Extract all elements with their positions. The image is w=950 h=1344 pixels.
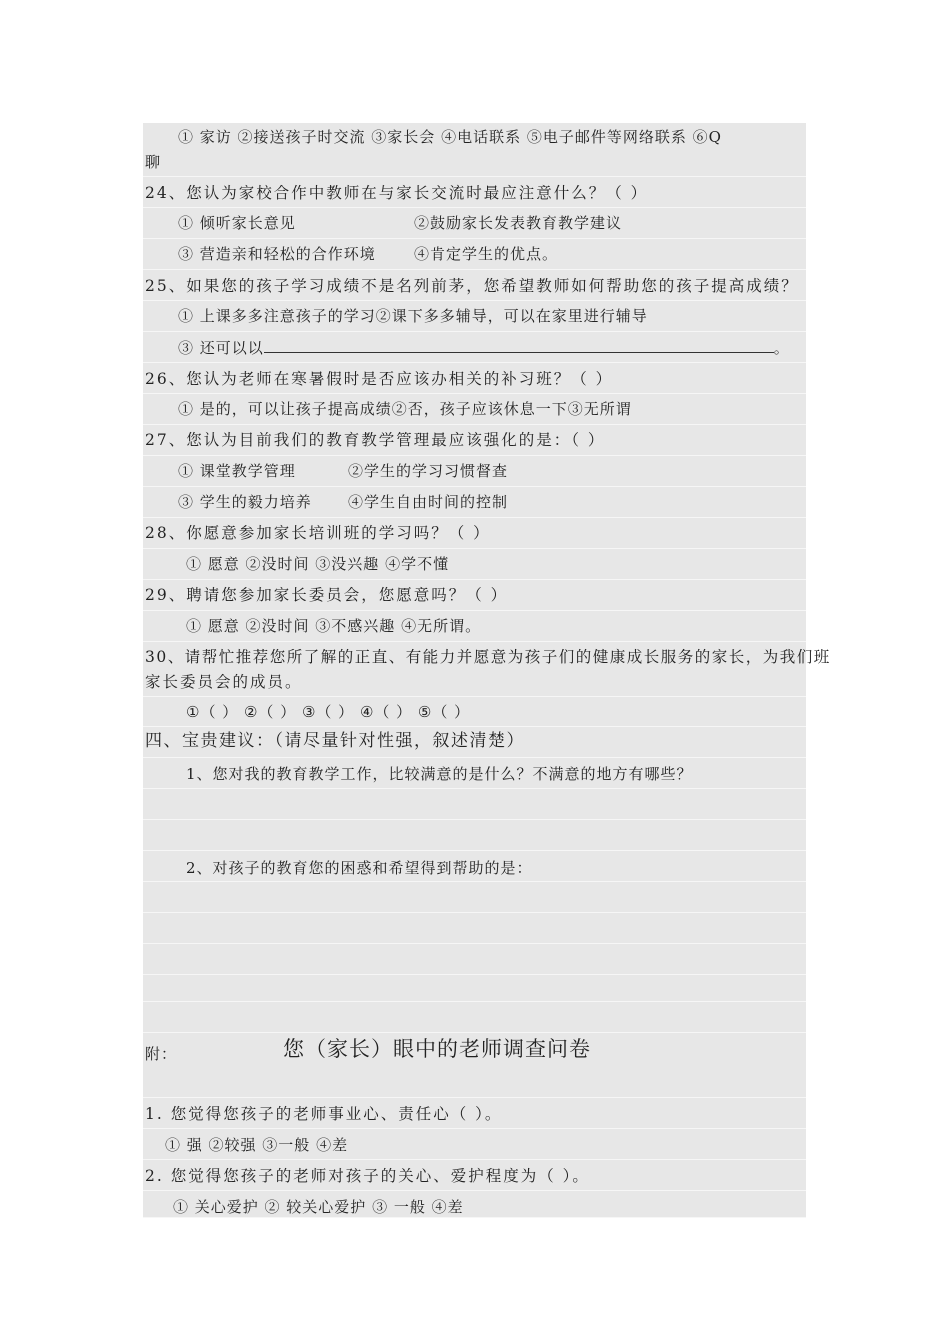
question-30: 30、请帮忙推荐您所了解的正直、有能力并愿意为孩子们的健康成长服务的家长，为我们班	[145, 648, 831, 666]
q24-option-1: ① 倾听家长意见	[178, 214, 296, 232]
q25-option-3-label: ③ 还可以以	[178, 339, 264, 357]
q27-option-4: ④学生自由时间的控制	[348, 493, 509, 511]
appendix-title: 您（家长）眼中的老师调查问卷	[283, 1037, 591, 1061]
question-30-wrap: 家长委员会的成员。	[145, 673, 303, 691]
question-25: 25、如果您的孩子学习成绩不是名列前茅，您希望教师如何帮助您的孩子提高成绩？	[145, 277, 799, 295]
q26-options: ① 是的，可以让孩子提高成绩②否，孩子应该休息一下③无所谓	[178, 400, 632, 418]
q23-options: ① 家访 ②接送孩子时交流 ③家长会 ④电话联系 ⑤电子邮件等网络联系 ⑥Q	[178, 128, 722, 146]
question-29: 29、聘请您参加家长委员会，您愿意吗？（ ）	[145, 586, 509, 604]
question-27: 27、您认为目前我们的教育教学管理最应该强化的是：（ ）	[145, 431, 606, 449]
appendix-question-1: 1. 您觉得您孩子的老师事业心、责任心（ ）。	[145, 1105, 503, 1123]
appendix-q1-options: ① 强 ②较强 ③一般 ④差	[165, 1136, 349, 1154]
q24-option-4: ④肯定学生的优点。	[414, 245, 559, 263]
row-band	[143, 789, 806, 820]
question-26: 26、您认为老师在寒暑假时是否应该办相关的补习班？（ ）	[145, 370, 614, 388]
appendix-question-2: 2. 您觉得您孩子的老师对孩子的关心、爱护程度为（ ）。	[145, 1167, 590, 1185]
appendix-label: 附：	[145, 1045, 178, 1063]
answer-blank[interactable]	[264, 338, 774, 353]
q28-options: ① 愿意 ②没时间 ③没兴趣 ④学不懂	[186, 555, 450, 573]
q25-option-3-end: 。	[773, 339, 790, 357]
row-band	[143, 882, 806, 913]
q24-option-3: ③ 营造亲和轻松的合作环境	[178, 245, 376, 263]
row-band	[143, 1002, 806, 1033]
q29-options: ① 愿意 ②没时间 ③不感兴趣 ④无所谓。	[186, 617, 482, 635]
q30-recommend-slots: ①（ ） ②（ ） ③（ ） ④（ ） ⑤（ ）	[186, 703, 471, 721]
question-28: 28、你愿意参加家长培训班的学习吗？（ ）	[145, 524, 491, 542]
question-24: 24、您认为家校合作中教师在与家长交流时最应注意什么？（ ）	[145, 184, 649, 202]
appendix-q2-options: ① 关心爱护 ② 较关心爱护 ③ 一般 ④差	[173, 1198, 464, 1216]
q27-option-2: ②学生的学习习惯督查	[348, 462, 509, 480]
q25-option-3	[178, 338, 790, 357]
q25-options: ① 上课多多注意孩子的学习②课下多多辅导，可以在家里进行辅导	[178, 307, 648, 325]
row-band	[143, 944, 806, 975]
q23-options-wrap: 聊	[145, 153, 162, 171]
row-band	[143, 820, 806, 851]
suggestion-1: 1、您对我的教育教学工作，比较满意的是什么？不满意的地方有哪些？	[186, 765, 693, 783]
section-heading-suggestions: 四、宝贵建议：（请尽量针对性强，叙述清楚）	[145, 731, 525, 751]
row-band	[143, 975, 806, 1002]
q27-option-3: ③ 学生的毅力培养	[178, 493, 312, 511]
suggestion-2: 2、对孩子的教育您的困惑和希望得到帮助的是：	[186, 859, 533, 877]
q27-option-1: ① 课堂教学管理	[178, 462, 296, 480]
row-band	[143, 913, 806, 944]
q24-option-2: ②鼓励家长发表教育教学建议	[414, 214, 623, 232]
